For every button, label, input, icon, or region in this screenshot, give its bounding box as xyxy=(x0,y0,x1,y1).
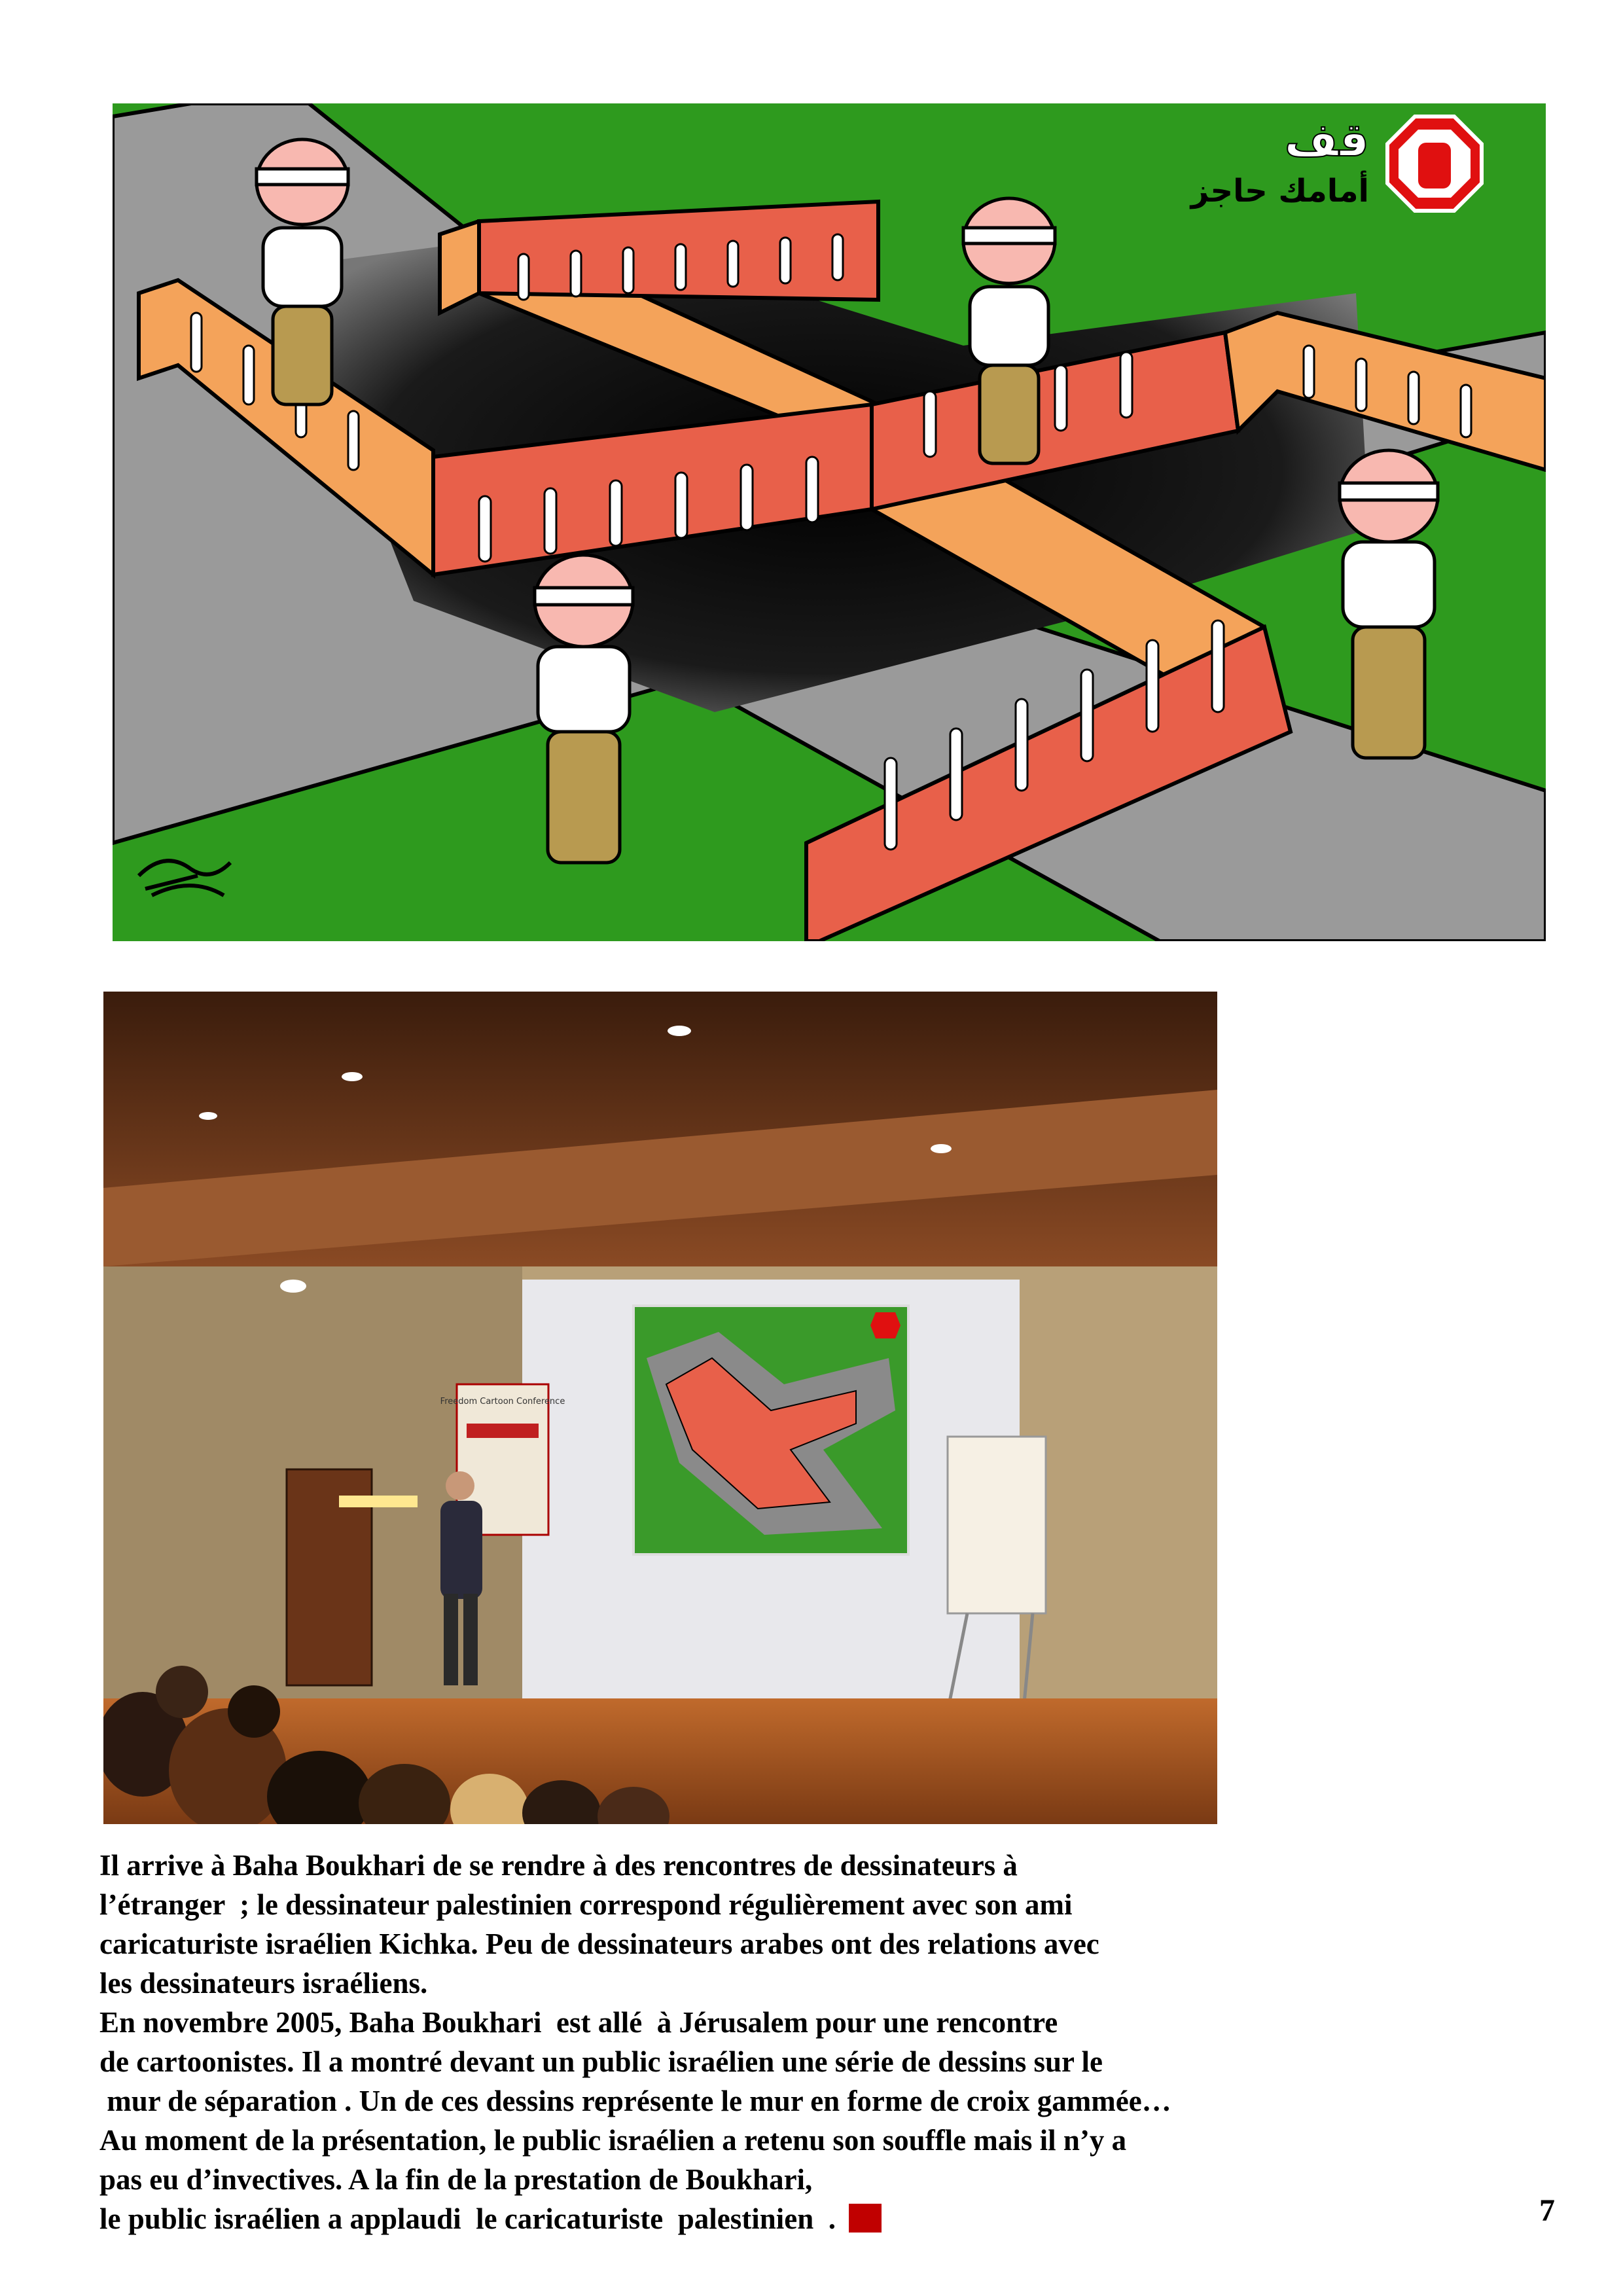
article-last-line xyxy=(99,2199,1343,2238)
sign-text: أمامك حاجز xyxy=(1190,173,1369,209)
article-line: Il arrive à Baha Boukhari de se rendre à des rencontres de dessinateurs à xyxy=(99,1849,1018,1882)
cartoon-illustration xyxy=(113,103,1546,941)
article-line: l’étranger ; le dessinateur palestinien correspond régulièrement avec son ami xyxy=(99,1888,1073,1921)
article-line: mur de séparation . Un de ces dessins représente le mur en forme de croix gammée… xyxy=(99,2085,1171,2117)
soldier-figure xyxy=(1340,450,1438,758)
conference-photo xyxy=(103,992,1217,1824)
soldier-figure xyxy=(535,555,633,863)
projection-screen xyxy=(633,1306,908,1554)
article-line: de cartoonistes. Il a montré devant un public israélien une série de dessins sur le xyxy=(99,2045,1103,2078)
page-number: 7 xyxy=(1539,2193,1555,2228)
article-line: caricaturiste israélien Kichka. Peu de dessinateurs arabes ont des relations avec xyxy=(99,1928,1099,1960)
sign-title: قف xyxy=(1284,113,1369,167)
article-line: pas eu d’invectives. A la fin de la prestation de Boukhari, xyxy=(99,2163,813,2196)
end-of-article-marker xyxy=(849,2204,882,2233)
poster-text: Freedom Cartoon Conference xyxy=(440,1397,565,1407)
article-text xyxy=(99,1846,1343,2238)
article-line: le public israélien a applaudi le caricaturiste palestinien . xyxy=(99,2202,836,2235)
article-line: En novembre 2005, Baha Boukhari est allé à Jérusalem pour une rencontre xyxy=(99,2006,1058,2039)
article-line: Au moment de la présentation, le public israélien a retenu son souffle mais il n’y a xyxy=(99,2124,1127,2157)
article-line: les dessinateurs israéliens. xyxy=(99,1967,428,2000)
stop-sign-icon xyxy=(1387,117,1482,211)
